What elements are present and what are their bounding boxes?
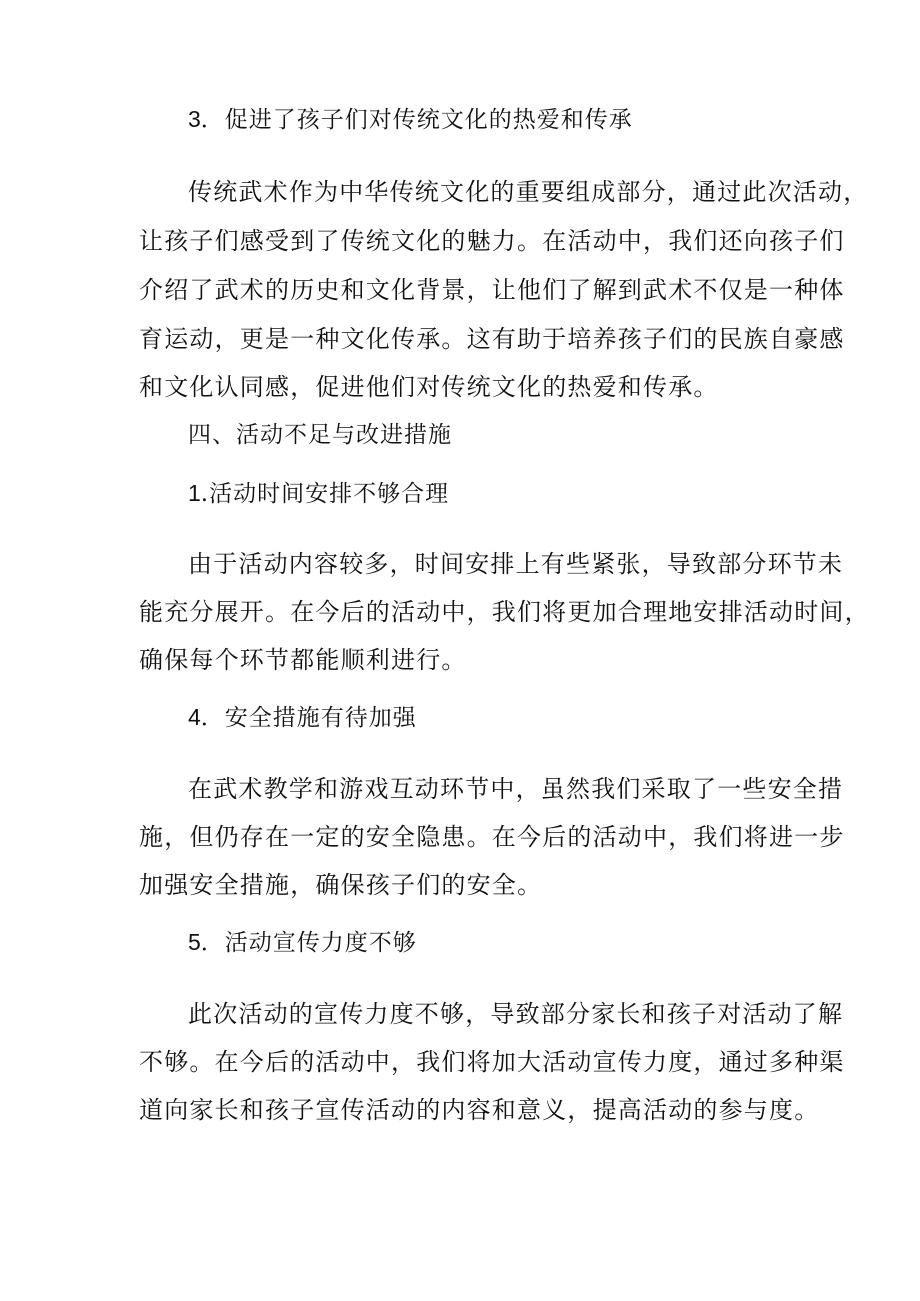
section-heading-5 [188, 926, 417, 959]
section-heading-4 [188, 701, 417, 734]
section-heading-3 [188, 103, 633, 136]
section-heading-text: ．活动宣传力度不够 [200, 930, 417, 956]
paragraph-line: 由于活动内容较多，时间安排上有些紧张，导致部分环节未 [188, 550, 844, 578]
paragraph-line: 在武术教学和游戏互动环节中，虽然我们采取了一些安全措 [188, 775, 844, 803]
section-number: 5 [188, 929, 201, 955]
paragraph-line: 施，但仍存在一定的安全隐患。在今后的活动中，我们将进一步 [139, 823, 845, 851]
paragraph-line: 道向家长和孩子宣传活动的内容和意义，提高活动的参与度。 [139, 1096, 820, 1124]
paragraph-line: 介绍了武术的历史和文化背景，让他们了解到武术不仅是一种体 [139, 276, 845, 304]
paragraph-line: 育运动，更是一种文化传承。这有助于培养孩子们的民族自豪感 [139, 325, 845, 353]
section-heading-1 [188, 477, 449, 510]
paragraph-line: 和文化认同感，促进他们对传统文化的热爱和传承。 [139, 373, 719, 401]
paragraph-line: 此次活动的宣传力度不够，导致部分家长和孩子对活动了解 [188, 1000, 844, 1028]
paragraph-line: 不够。在今后的活动中，我们将加大活动宣传力度，通过多种渠 [139, 1048, 845, 1076]
section-heading-text: .活动时间安排不够合理 [200, 481, 450, 507]
section-number: 1 [188, 480, 201, 506]
paragraph-line: 传统武术作为中华传统文化的重要组成部分，通过此次活动， [188, 178, 869, 206]
paragraph-line: 能充分展开。在今后的活动中，我们将更加合理地安排活动时间， [139, 598, 870, 626]
paragraph-line: 确保每个环节都能顺利进行。 [139, 646, 467, 674]
chapter-title: 四、活动不足与改进措施 [188, 422, 452, 448]
section-number: 4 [188, 704, 201, 730]
paragraph-line: 加强安全措施，确保孩子们的安全。 [139, 871, 543, 899]
section-heading-text: ．促进了孩子们对传统文化的热爱和传承 [200, 107, 633, 133]
section-heading-text: ．安全措施有待加强 [200, 705, 417, 731]
section-number: 3 [188, 106, 201, 132]
paragraph-line: 让孩子们感受到了传统文化的魅力。在活动中，我们还向孩子们 [139, 227, 845, 255]
